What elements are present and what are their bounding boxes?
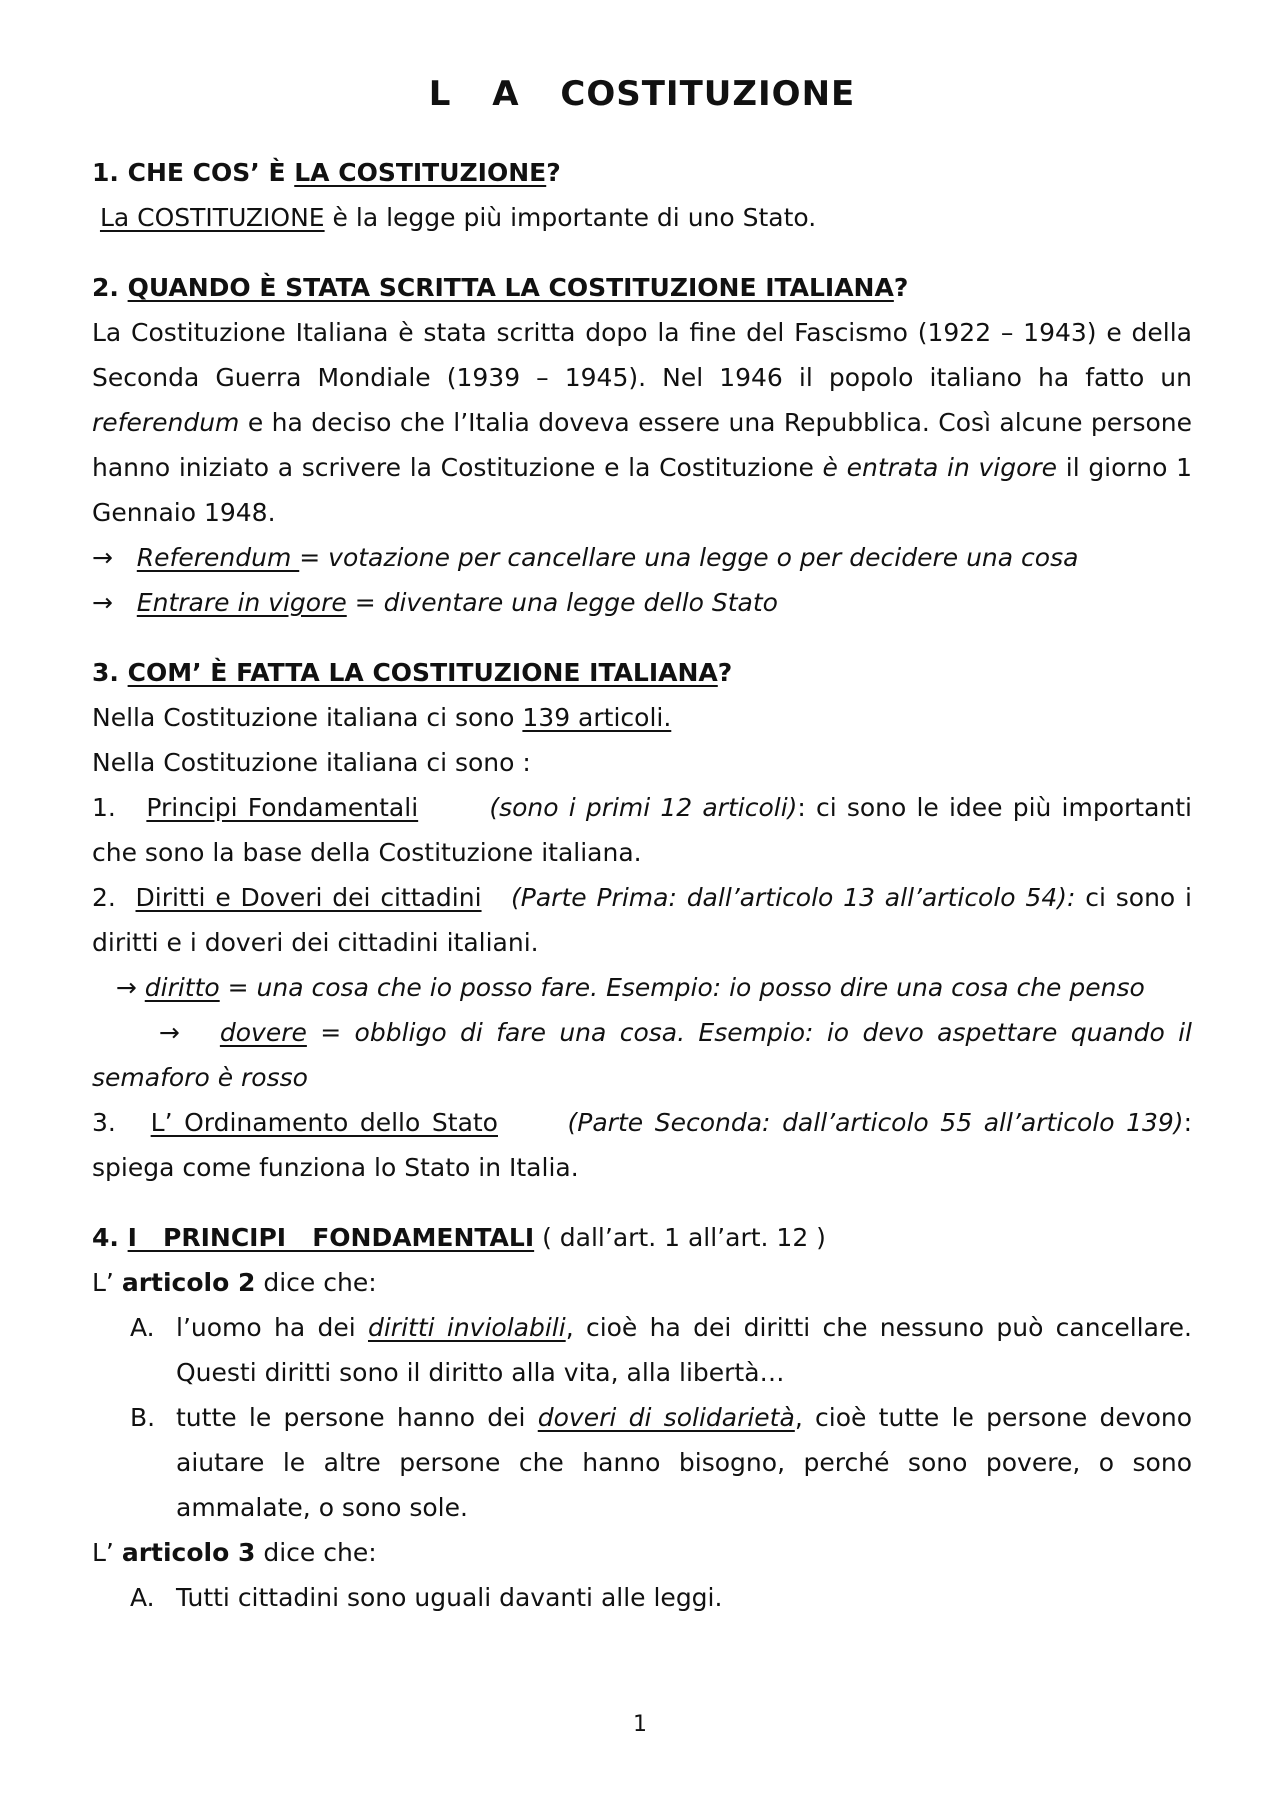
section-4-heading — [92, 1215, 1192, 1260]
page-title: L A COSTITUZIONE — [428, 74, 856, 114]
text: e ha deciso che l’Italia doveva essere una Repubblica. Così alcune persone hanno iniziato a scrivere la Costituzione e la Costituzione — [92, 408, 1192, 482]
text: l’uomo ha dei — [176, 1313, 368, 1342]
article-3-intro — [92, 1530, 1192, 1575]
section-title: I PRINCIPI FONDAMENTALI — [127, 1223, 535, 1252]
italic-term: referendum — [92, 408, 240, 437]
definition-entrare-in-vigore — [92, 580, 1192, 625]
article-label: articolo 2 — [121, 1268, 256, 1297]
section-1-text — [92, 195, 1192, 240]
list-item-3 — [92, 1100, 1192, 1190]
section-2-paragraph — [92, 310, 1192, 535]
text: tutte le persone hanno dei — [176, 1403, 538, 1432]
arrow-icon: → — [158, 1018, 180, 1047]
page-number: 1 — [633, 1712, 647, 1737]
definition-text: = obbligo di fare una cosa. Esempio: io devo aspettare quando il semaforo è rosso — [92, 1018, 1192, 1092]
section-3-line-2: Nella Costituzione italiana ci sono : — [92, 748, 531, 777]
list-text — [176, 1305, 1192, 1395]
text: dice che: — [255, 1268, 377, 1297]
article-2-item-a — [92, 1305, 1192, 1395]
definition-referendum — [92, 535, 1192, 580]
text: ci sono i diritti e i doveri dei cittadini italiani. — [92, 883, 1192, 957]
arrow-icon: → — [92, 588, 113, 617]
text: Nella Costituzione italiana ci sono — [92, 703, 523, 732]
question-mark: ? — [546, 158, 561, 187]
question-mark: ? — [893, 273, 909, 302]
article-label: articolo 3 — [121, 1538, 256, 1567]
underlined-term: doveri di solidarietà — [537, 1403, 795, 1432]
section-suffix: ( dall’art. 1 all’art. 12 ) — [534, 1223, 826, 1252]
section-number: 3. — [92, 658, 128, 687]
underlined-term: diritti inviolabili — [367, 1313, 566, 1342]
text: è la legge più importante di uno Stato. — [324, 203, 817, 232]
underlined-term: Principi Fondamentali — [146, 793, 419, 822]
italic-term: è entrata in vigore — [822, 453, 1058, 482]
list-text: Tutti cittadini sono uguali davanti alle leggi. — [176, 1583, 723, 1612]
list-item-2 — [92, 875, 1192, 965]
section-number: 2. — [92, 273, 128, 302]
list-number: 2. — [92, 883, 116, 912]
definition-diritto — [92, 965, 1192, 1010]
definition-term: Entrare in vigore — [136, 588, 347, 617]
document-page — [92, 74, 1192, 1620]
text: L’ — [92, 1538, 122, 1567]
article-2-item-b — [92, 1395, 1192, 1530]
list-number: 1. — [92, 793, 116, 822]
section-title: COM’ È FATTA LA COSTITUZIONE ITALIANA — [127, 658, 718, 687]
list-text — [176, 1395, 1192, 1530]
underlined-term: La COSTITUZIONE — [99, 203, 325, 232]
section-title: LA COSTITUZIONE — [294, 158, 547, 187]
definition-term: diritto — [144, 973, 220, 1002]
definition-text: = diventare una legge dello Stato — [346, 588, 778, 617]
definition-text: = votazione per cancellare una legge o per decidere una cosa — [299, 543, 1079, 572]
section-title: QUANDO È STATA SCRITTA LA COSTITUZIONE ITALIANA — [127, 273, 894, 302]
list-number: 3. — [92, 1108, 116, 1137]
italic-note: (sono i primi 12 articoli) — [489, 793, 798, 822]
text: il giorno 1 Gennaio 1948. — [92, 453, 1192, 527]
section-1-heading — [92, 150, 1192, 195]
italic-note: (Parte Seconda: dall’articolo 55 all’articolo 139) — [567, 1108, 1184, 1137]
text: , cioè tutte le persone devono aiutare le altre persone che hanno bisogno, perché sono povere, o sono ammalate, o sono sole. — [176, 1403, 1193, 1522]
text: dice che: — [255, 1538, 377, 1567]
list-marker: A. — [130, 1583, 155, 1612]
section-3-heading — [92, 650, 1192, 695]
definition-dovere — [92, 1010, 1192, 1100]
text: L’ — [92, 1268, 122, 1297]
text: : ci sono le idee più importanti che sono la base della Costituzione italiana. — [92, 793, 1192, 867]
text: : spiega come funziona lo Stato in Italia. — [92, 1108, 1192, 1182]
arrow-icon: → — [115, 973, 137, 1002]
section-number: 4. — [92, 1223, 128, 1252]
definition-term: Referendum — [136, 543, 300, 572]
arrow-icon: → — [92, 543, 113, 572]
list-marker: B. — [130, 1403, 156, 1432]
section-2-heading — [92, 265, 1192, 310]
article-3-item-a — [92, 1575, 1192, 1620]
list-marker: A. — [130, 1313, 155, 1342]
text: La Costituzione Italiana è stata scritta dopo la fine del Fascismo (1922 – 1943) e della Seconda Guerra Mondiale (1939 – 1945). Nel 1946 il popolo italiano ha fatto un — [92, 318, 1192, 392]
underlined-term: 139 articoli. — [522, 703, 672, 732]
definition-text: = una cosa che io posso fare. Esempio: io posso dire una cosa che penso — [219, 973, 1145, 1002]
italic-note: (Parte Prima: dall’articolo 13 all’articolo 54): — [511, 883, 1076, 912]
question-mark: ? — [717, 658, 733, 687]
section-3-line-1 — [92, 695, 1192, 740]
list-item-1 — [92, 785, 1192, 875]
underlined-term: L’ Ordinamento dello Stato — [150, 1108, 498, 1137]
underlined-term: Diritti e Doveri dei cittadini — [135, 883, 482, 912]
definition-term: dovere — [219, 1018, 307, 1047]
article-2-intro — [92, 1260, 1192, 1305]
text: , cioè ha dei diritti che nessuno può cancellare. Questi diritti sono il diritto alla vita, alla libertà… — [176, 1313, 1192, 1387]
section-number: 1. CHE COS’ È — [92, 158, 295, 187]
